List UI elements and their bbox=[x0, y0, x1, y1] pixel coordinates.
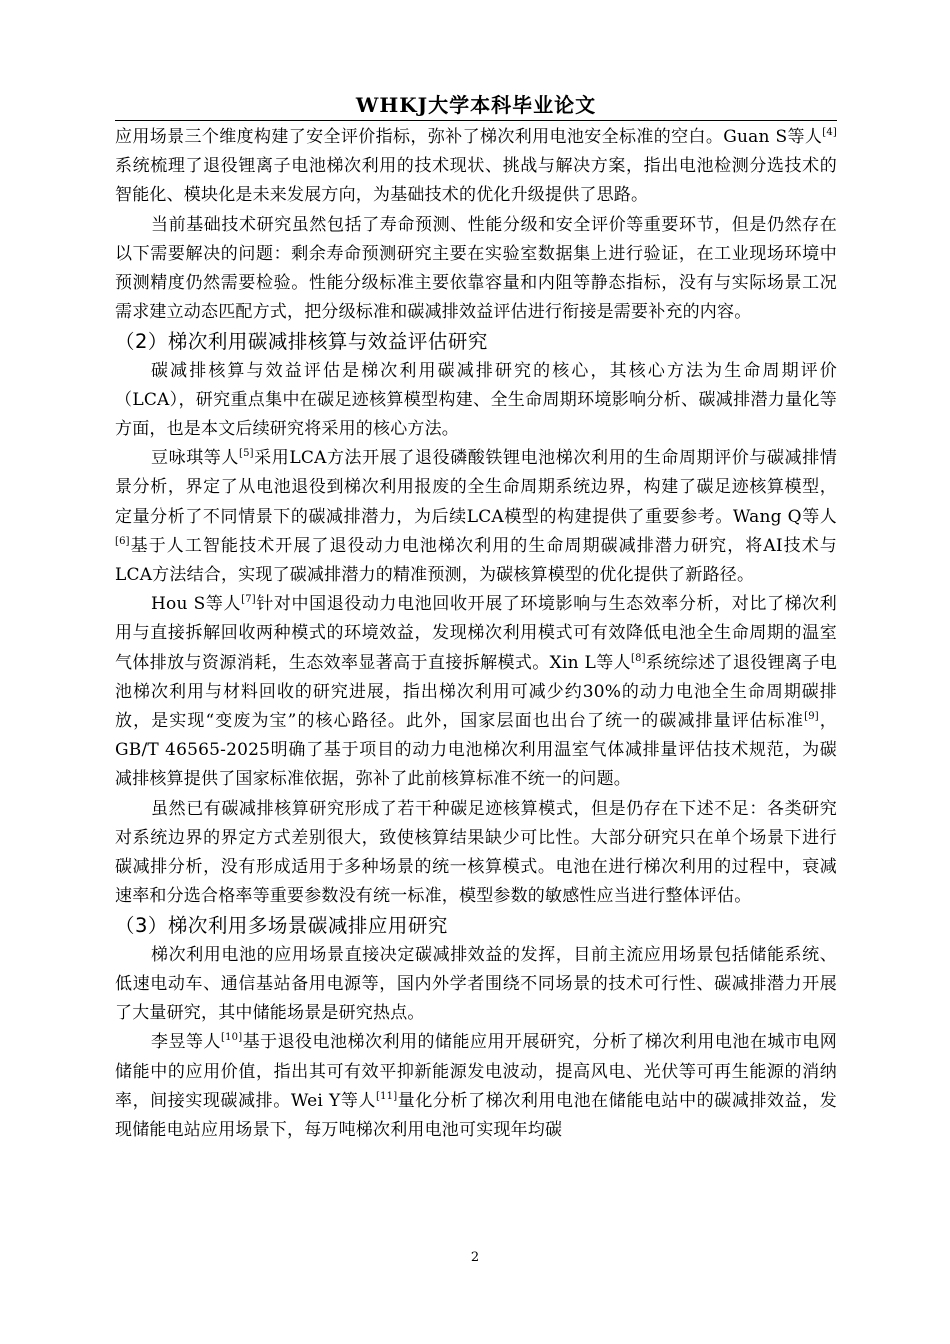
text-run: （2）梯次利用碳减排核算与效益评估研究 bbox=[115, 330, 488, 354]
text-run: ，GB/T 46565-2025明确了基于项目的动力电池梯次利用温室气体减排量评估技术规范，为碳减排核算提供了国家标准依据，弥补了此前核算标准不统一的问题。 bbox=[115, 711, 838, 790]
text-run: 虽然已有碳减排核算研究形成了若干种碳足迹核算模式，但是仍存在下述不足：各类研究对系统边界的界定方式差别很大，致使核算结果缺少可比性。大部分研究只在单个场景下进行碳减排分析，没有形成适用于多种场景的统一核算模式。电池在进行梯次利用的过程中，衰减速率和分选合格率等重要参数没有统一标准，模型参数的敏感性应当进行整体评估。 bbox=[115, 798, 837, 907]
text-run: 当前基础技术研究虽然包括了寿命预测、性能分级和安全评价等重要环节，但是仍然存在以下需要解决的问题：剩余寿命预测研究主要在实验室数据集上进行验证，在工业现场环境中预测精度仍然需要检验。性能分级标准主要依靠容量和内阻等静态指标，没有与实际场景工况需求建立动态匹配方式，把分级标准和碳减排效益评估进行衔接是需要补充的内容。 bbox=[115, 214, 837, 323]
body-paragraph bbox=[115, 590, 837, 794]
body-paragraph bbox=[115, 795, 837, 912]
text-run: 采用LCA方法开展了退役磷酸铁锂电池梯次利用的生命周期评价与碳减排情景分析，界定了从电池退役到梯次利用报废的全生命周期系统边界，构建了碳足迹核算模型，定量分析了不同情景下的碳减排潜力，为后续LCA模型的构建提供了重要参考。Wang Q等人 bbox=[115, 448, 838, 527]
header-rule bbox=[115, 120, 837, 121]
body-paragraph bbox=[115, 1028, 837, 1145]
body-paragraph bbox=[115, 444, 837, 590]
citation-ref: [4] bbox=[822, 127, 837, 138]
citation-ref: [7] bbox=[241, 594, 256, 606]
text-run: 碳减排核算与效益评估是梯次利用碳减排研究的核心，其核心方法为生命周期评价（LCA），研究重点集中在碳足迹核算模型构建、全生命周期环境影响分析、碳减排潜力量化等方面，也是本文后续研究将采用的核心方法。 bbox=[115, 360, 837, 440]
citation-ref: [9] bbox=[804, 711, 819, 723]
text-run: 基于退役电池梯次利用的储能应用开展研究，分析了梯次利用电池在城市电网储能中的应用价值，指出其可有效平抑新能源发电波动，提高风电、光伏等可再生能源的消纳率，间接实现碳减排。Wei Y等人 bbox=[115, 1032, 837, 1111]
citation-ref: [6] bbox=[115, 535, 130, 547]
paper-body bbox=[115, 123, 837, 1145]
text-run: 系统综述了退役锂离子电池梯次利用与材料回收的研究进展，指出梯次利用可减少约30%的动力电池全生命周期碳排放，是实现“变废为宝”的核心路径。此外，国家层面也出台了统一的碳减排量评估标准 bbox=[115, 652, 837, 732]
citation-ref: [11] bbox=[376, 1090, 398, 1102]
text-run: 李昱等人 bbox=[151, 1032, 221, 1053]
citation-ref: [5] bbox=[239, 448, 254, 460]
text-run: 量化分析了梯次利用电池在储能电站中的碳减排效益，发现储能电站应用场景下，每万吨梯次利用电池可实现年均碳 bbox=[115, 1090, 837, 1140]
text-run: 豆咏琪等人 bbox=[151, 448, 240, 469]
text-run: 应用场景三个维度构建了安全评价指标，弥补了梯次利用电池安全标准的空白。Guan S等人 bbox=[115, 127, 823, 147]
body-paragraph bbox=[115, 211, 837, 328]
text-run: 针对中国退役动力电池回收开展了环境影响与生态效率分析，对比了梯次利用与直接拆解回收两种模式的环境效益，发现梯次利用模式可有效降低电池全生命周期的温室气体排放与资源消耗，生态效率显著高于直接拆解模式。Xin L等人 bbox=[115, 594, 837, 673]
body-paragraph bbox=[115, 941, 837, 1029]
body-paragraph bbox=[115, 357, 837, 445]
text-run: Hou S等人 bbox=[151, 594, 242, 615]
running-header: WHKJ大学本科毕业论文 bbox=[355, 93, 597, 117]
citation-ref: [8] bbox=[630, 652, 646, 664]
text-run: 梯次利用电池的应用场景直接决定碳减排效益的发挥，目前主流应用场景包括储能系统、低速电动车、通信基站备用电源等，国内外学者围绕不同场景的技术可行性、碳减排潜力开展了大量研究，其中储能场景是研究热点。 bbox=[115, 944, 837, 1024]
section-heading bbox=[115, 327, 837, 356]
page-number: 2 bbox=[470, 1250, 480, 1265]
text-run: 系统梳理了退役锂离子电池梯次利用的技术现状、挑战与解决方案，指出电池检测分选技术的智能化、模块化是未来发展方向，为基础技术的优化升级提供了思路。 bbox=[115, 156, 837, 206]
body-paragraph bbox=[115, 123, 837, 211]
text-run: 基于人工智能技术开展了退役动力电池梯次利用的生命周期碳减排潜力研究，将AI技术与LCA方法结合，实现了碳减排潜力的精准预测，为碳核算模型的优化提供了新路径。 bbox=[115, 535, 837, 586]
text-run: （3）梯次利用多场景碳减排应用研究 bbox=[115, 914, 448, 938]
section-heading bbox=[115, 911, 837, 940]
citation-ref: [10] bbox=[220, 1032, 243, 1044]
